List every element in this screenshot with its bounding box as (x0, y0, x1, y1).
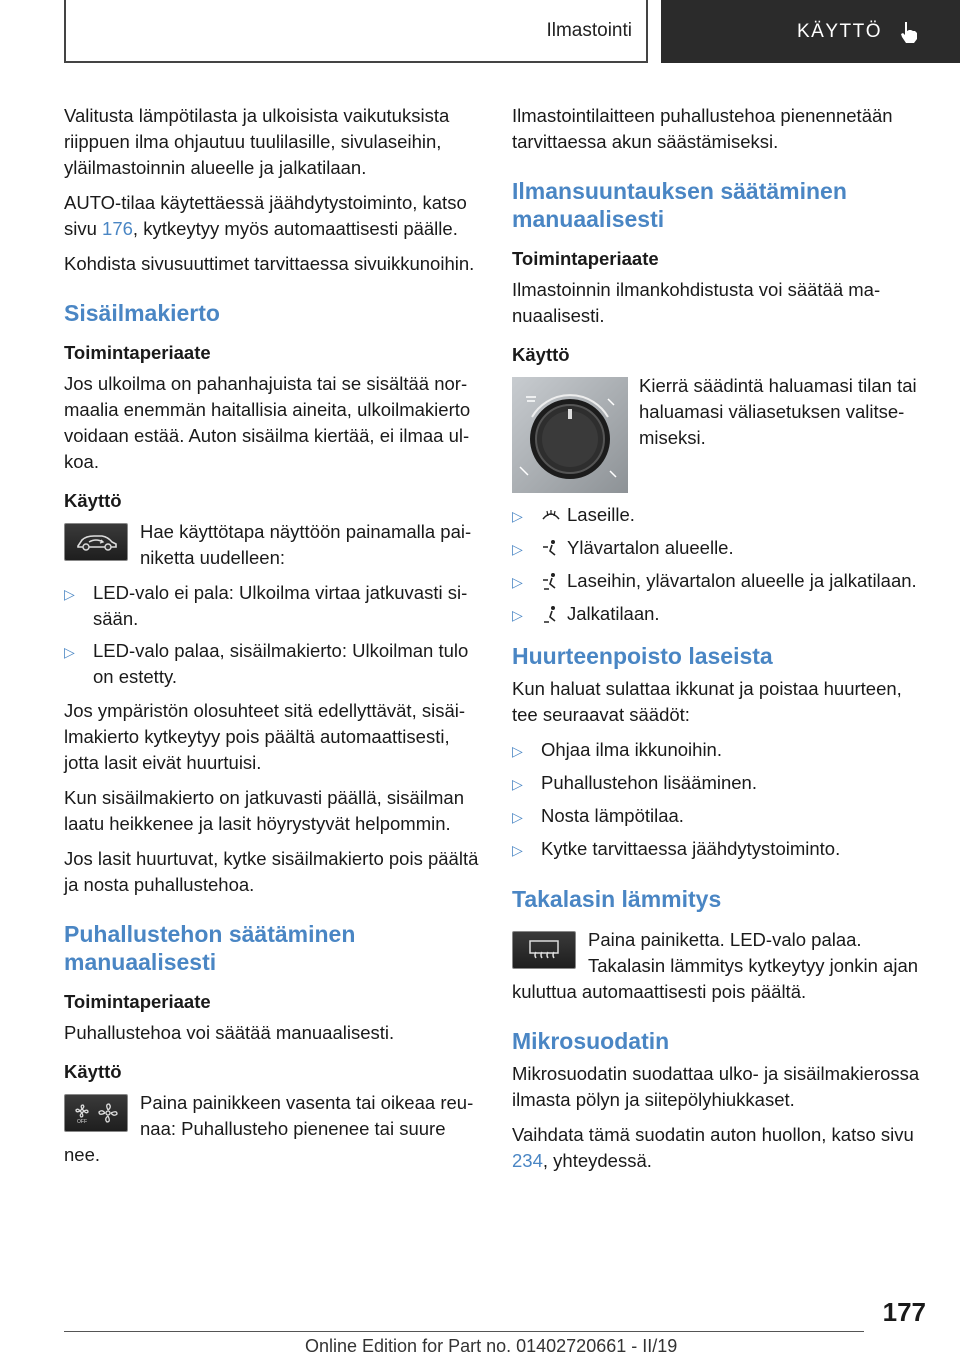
airdir-bullet-list (512, 502, 930, 628)
page-link-176[interactable]: 176 (102, 218, 133, 239)
page-link-234[interactable]: 234 (512, 1150, 543, 1171)
header-chapter (661, 0, 960, 63)
list-item-text: Kytke tarvittaessa jäähdytystoiminto. (541, 838, 841, 859)
recirc-principle-text: Jos ulkoilma on pahanhajuista tai se sisältää normaalia enemmän haitallisia aineita, ulkoilmakierto voidaan estää. Auton sisäilma kiertää, ei ilmaa ulkoa. (64, 373, 471, 472)
intro-paragraph-3: Kohdista sivusuuttimet tarvittaessa sivuikkunoihin. (64, 253, 475, 274)
heading-blower: Puhallustehon säätäminen manuaalisesti (64, 921, 356, 975)
rear-defrost-icon (524, 938, 564, 962)
rear-heating-text (588, 927, 918, 979)
list-item (64, 638, 482, 690)
footer-divider (64, 1331, 864, 1332)
list-item-text: Nosta lämpötilaa. (541, 805, 684, 826)
text: , kytkeytyy myös automaattisesti päälle. (132, 218, 458, 239)
heading-rear-window-heating: Takalasin lämmitys (512, 886, 722, 912)
rear-heating-p2b: kuluttua automaattisesti pois päältä. (512, 981, 807, 1002)
list-item (512, 803, 930, 830)
list-item-text: Laseille. (567, 504, 635, 525)
triangle-bullet-icon: ▷ (512, 574, 523, 590)
list-item (512, 836, 930, 863)
list-item-text: LED-valo ei pala: Ulkoilma virtaa jatkuvasti sisään. (93, 582, 468, 629)
footer-edition: Online Edition for Part no. 01402720661 - II/19 (305, 1336, 678, 1356)
list-item-text: Jalkatilaan. (567, 603, 660, 624)
rear-heating-row (512, 927, 930, 979)
airdir-use-text: Kierrä säädintä haluamasi tilan tai haluamasi väliasetuksen valitsemiseksi. (639, 375, 917, 448)
list-item (512, 568, 930, 595)
heading-defrost: Huurteenpoisto laseista (512, 643, 773, 669)
upper-body-icon (541, 535, 567, 562)
windshield-icon (541, 502, 567, 529)
recirc-paragraph-1: Jos ympäristön olosuhteet sitä edellyttävät, sisäilmakierto kytkeytyy pois päältä automaattisesti, jotta lasit eivät huurtuisi. (64, 700, 466, 773)
page-number: 177 (882, 1297, 926, 1327)
intro-paragraph-1: Valitusta lämpötilasta ja ulkoisista vaikutuksista riippuen ilma ohjautuu tuulilasille, sivulaseihin, yläilmastoinnin alueelle ja jalkatilaan. (64, 105, 450, 178)
recirc-bullet-list (64, 580, 482, 690)
text: , yhteydessä. (542, 1150, 652, 1171)
list-item-text: Ylävartalon alueelle. (567, 537, 734, 558)
triangle-bullet-icon: ▷ (64, 644, 75, 660)
header-chapter-title: KÄYTTÖ (796, 20, 882, 42)
air-distribution-knob-image (512, 377, 628, 493)
list-item-text: LED-valo palaa, sisäilmakierto: Ulkoilman tulo on estetty. (93, 640, 469, 687)
blower-button-image (64, 1094, 128, 1142)
hand-pointer-icon (896, 19, 922, 45)
list-item-text: Puhallustehon lisääminen. (541, 772, 757, 793)
triangle-bullet-icon: ▷ (512, 776, 523, 792)
triangle-bullet-icon: ▷ (512, 842, 523, 858)
list-item (512, 737, 930, 764)
heading-recirculation: Sisäilmakierto (64, 300, 220, 326)
blower-use-text-cont: nee. (64, 1144, 101, 1165)
recirc-use-text: Hae käyttötapa näyttöön painamalla painiketta uudelleen: (140, 521, 472, 568)
recirc-use-row (64, 519, 482, 571)
subheading-use: Käyttö (512, 344, 570, 365)
triangle-bullet-icon: ▷ (64, 586, 75, 602)
right-column (512, 103, 930, 1183)
blower-principle-text: Puhallustehoa voi säätää manuaalisesti. (64, 1022, 395, 1043)
defrost-bullet-list (512, 737, 930, 863)
subheading-use: Käyttö (64, 1061, 122, 1082)
list-item-text: Ohjaa ilma ikkunoihin. (541, 739, 722, 760)
header-section (64, 0, 648, 63)
header-section-title: Ilmastointi (546, 19, 632, 41)
subheading-principle: Toimintaperiaate (64, 991, 211, 1012)
recirc-paragraph-2: Kun sisäilmakierto on jatkuvasti päällä, sisäilman laatu heikkenee ja lasit höyrystyvät helpommin. (64, 787, 464, 834)
list-item-text: Laseihin, ylävartalon alueelle ja jalkatilaan. (567, 570, 917, 591)
rear-defrost-button-image (512, 931, 576, 979)
list-item (512, 601, 930, 628)
rear-heating-p1: Paina painiketta. LED-valo palaa. (588, 929, 862, 950)
svg-text:OFF: OFF (77, 1119, 87, 1125)
triangle-bullet-icon: ▷ (512, 508, 523, 524)
subheading-principle: Toimintaperiaate (512, 248, 659, 269)
microfilter-paragraph-2 (512, 1122, 930, 1174)
blower-use-text: Paina painikkeen vasenta tai oikeaa reunaa: Puhallusteho pienenee tai suure (140, 1092, 474, 1139)
rotary-knob-icon (512, 377, 628, 493)
recirc-button-image (64, 523, 128, 571)
airdir-principle-text: Ilmastoinnin ilmankohdistusta voi säätää manuaalisesti. (512, 279, 881, 326)
heading-microfilter: Mikrosuodatin (512, 1028, 670, 1054)
blower-use-row (64, 1090, 482, 1142)
left-column (64, 103, 482, 1177)
text: AUTO-tilaa käytettäessä jäähdytystoiminto, katso sivu (64, 192, 467, 239)
footwell-icon (541, 601, 567, 628)
knob-graphic (512, 377, 628, 493)
triangle-bullet-icon: ▷ (512, 809, 523, 825)
list-item (512, 502, 930, 529)
subheading-principle: Toimintaperiaate (64, 342, 211, 363)
rear-defrost-button-graphic (512, 931, 576, 969)
blower-button-graphic (64, 1094, 128, 1132)
list-item (512, 770, 930, 797)
blower-battery-paragraph: Ilmastointilaitteen puhallustehoa pienennetään tarvittaessa akun säästämiseksi. (512, 105, 893, 152)
fan-icon (70, 1101, 122, 1125)
triangle-bullet-icon: ▷ (512, 743, 523, 759)
list-item (512, 535, 930, 562)
triangle-bullet-icon: ▷ (512, 541, 523, 557)
intro-paragraph-2 (64, 190, 482, 242)
car-recirculation-icon (72, 531, 120, 553)
defrost-paragraph: Kun haluat sulattaa ikkunat ja poistaa huurteen, tee seuraavat säädöt: (512, 678, 902, 725)
list-item (64, 580, 482, 632)
airdir-use-row (512, 373, 930, 493)
recirc-button-graphic (64, 523, 128, 561)
text: Vaihdata tämä suodatin auton huollon, katso sivu (512, 1124, 914, 1145)
subheading-use: Käyttö (64, 490, 122, 511)
heading-air-direction: Ilmansuuntauksen säätäminen manuaalisesti (512, 178, 847, 232)
microfilter-paragraph-1: Mikrosuodatin suodattaa ulko- ja sisäilmakierossa ilmasta pölyn ja siitepölyhiukkaset. (512, 1063, 920, 1110)
rear-heating-p2a: Takalasin lämmitys kytkeytyy jonkin ajan (588, 955, 919, 976)
triangle-bullet-icon: ▷ (512, 607, 523, 623)
all-zones-icon (541, 568, 567, 595)
recirc-paragraph-3: Jos lasit huurtuvat, kytke sisäilmakierto pois päältä ja nosta puhallustehoa. (64, 848, 479, 895)
